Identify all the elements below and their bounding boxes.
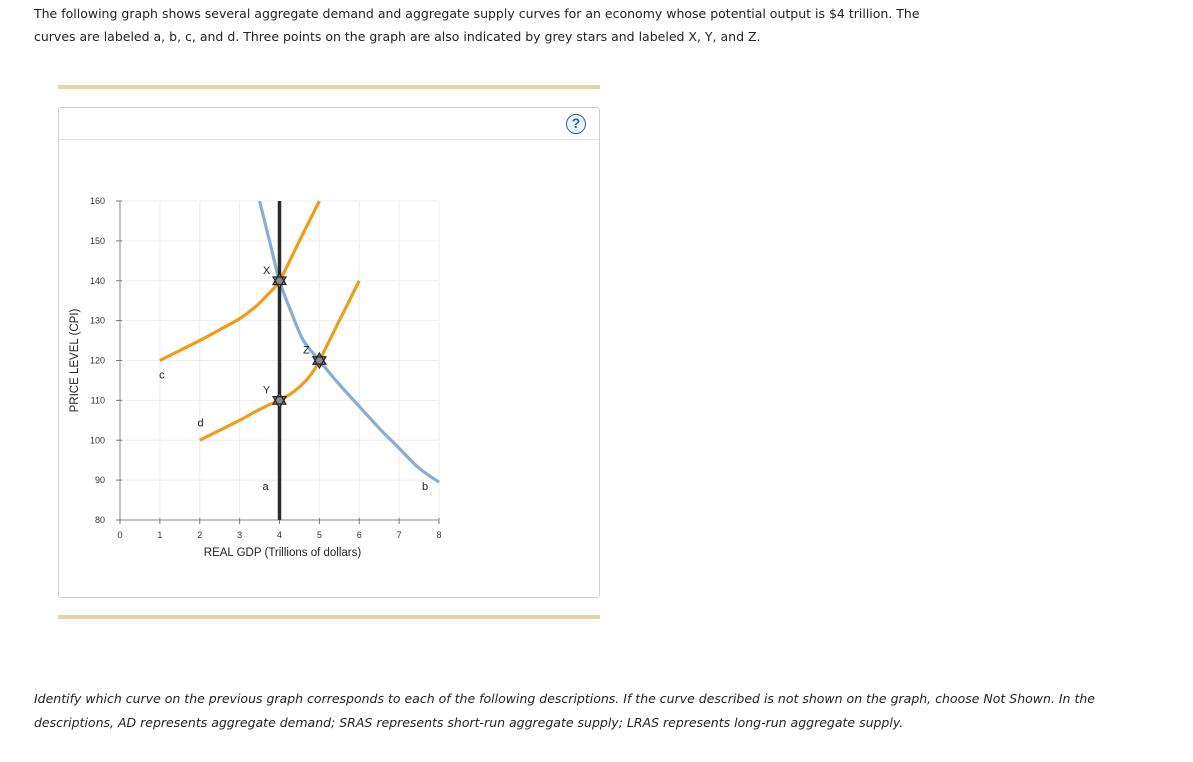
curve-label-c: c	[159, 369, 165, 382]
point-label-y: Y	[262, 384, 271, 397]
y-tick-label: 100	[89, 435, 105, 446]
x-tick-label: 2	[197, 530, 203, 540]
divider-bottom	[58, 615, 600, 619]
x-tick-label: 6	[356, 530, 362, 540]
intro-text	[34, 2, 1154, 48]
point-y-star	[273, 393, 286, 408]
point-label-z: Z	[303, 344, 310, 357]
x-tick-label: 0	[117, 530, 123, 540]
curve-label-d: d	[197, 417, 204, 430]
x-tick-label: 4	[276, 530, 283, 540]
point-label-x: X	[262, 264, 271, 277]
y-tick-label: 150	[89, 235, 105, 246]
curve-label-a: a	[262, 481, 269, 494]
x-tick-label: 8	[436, 530, 442, 540]
y-tick-label: 160	[89, 196, 105, 206]
chart	[59, 108, 599, 597]
x-tick-label: 1	[157, 530, 163, 540]
y-tick-label: 130	[89, 315, 105, 326]
y-tick-label: 90	[94, 475, 105, 486]
y-axis-title: PRICE LEVEL (CPI)	[69, 308, 81, 413]
intro-line-1: The following graph shows several aggregate demand and aggregate supply curves for an economy whose potential output is $4 trillion. The	[34, 6, 920, 21]
instructions-text: Identify which curve on the previous graph corresponds to each of the following descriptions. If the curve described is not shown on the graph, choose Not Shown. In the descriptions, AD represents aggregate demand; SRAS represents short-run aggregate supply; LRAS represents long-run aggregate supply.	[34, 691, 1095, 730]
help-button[interactable]: ?	[566, 114, 586, 134]
y-tick-label: 140	[89, 275, 105, 286]
y-tick-label: 80	[94, 515, 105, 525]
x-tick-label: 3	[237, 530, 243, 540]
x-tick-label: 7	[396, 530, 402, 540]
x-tick-label: 5	[316, 530, 322, 540]
x-axis-title: REAL GDP (Trillions of dollars)	[203, 547, 362, 559]
curve-label-b: b	[421, 481, 429, 494]
y-tick-label: 120	[89, 355, 105, 366]
graph-panel	[58, 107, 600, 598]
divider-top	[58, 85, 600, 89]
y-tick-label: 110	[90, 395, 105, 406]
intro-line-2: curves are labeled a, b, c, and d. Three points on the graph are also indicated by grey stars and labeled X, Y, and Z.	[34, 29, 761, 44]
